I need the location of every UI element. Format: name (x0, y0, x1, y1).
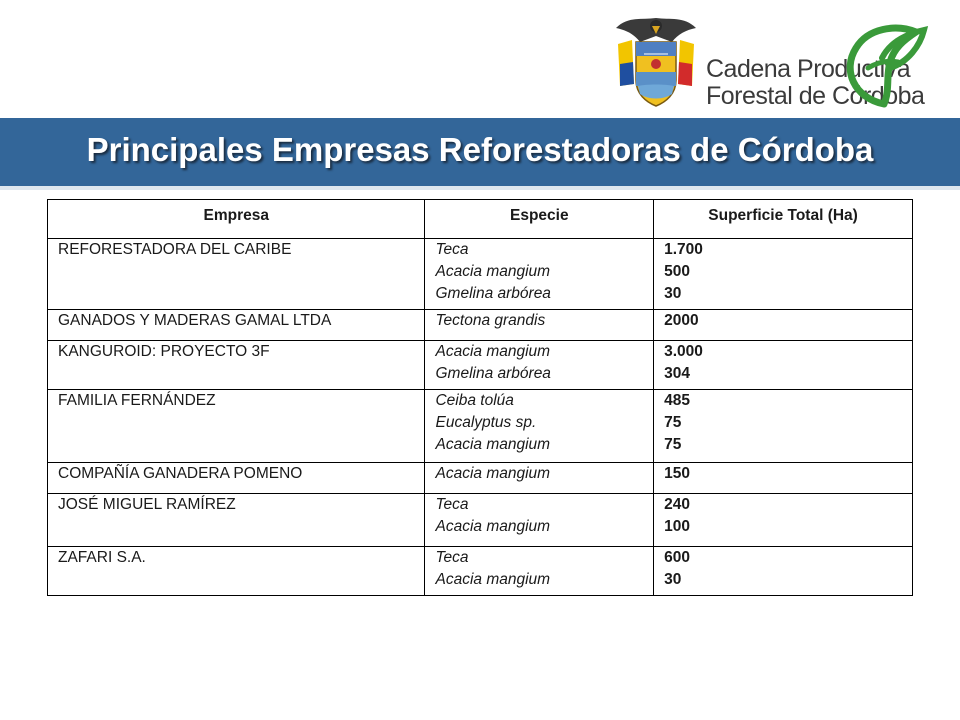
area-value: 3.000 (664, 343, 703, 360)
cell-especie (425, 463, 654, 494)
table-row (48, 547, 913, 596)
cell-especie (425, 390, 654, 463)
table-row (48, 390, 913, 463)
area-value: 30 (664, 285, 682, 302)
cell-superficie (654, 239, 913, 310)
area-value: 75 (664, 414, 682, 431)
table-header-row (48, 200, 913, 239)
species: Gmelina arbórea (435, 285, 551, 302)
area-value: 75 (664, 436, 682, 453)
species: Teca (435, 241, 469, 258)
area-value: 150 (664, 465, 690, 482)
species: Teca (435, 549, 469, 566)
area-value: 30 (664, 571, 682, 588)
table-row (48, 239, 913, 310)
area-value: 485 (664, 392, 690, 409)
species: Acacia mangium (435, 343, 551, 360)
brand-line-1: Cadena Productiva (706, 55, 911, 83)
cell-especie (425, 494, 654, 547)
cell-superficie (654, 494, 913, 547)
page-title: Principales Empresas Reforestadoras de Córdoba (86, 131, 874, 168)
header-superficie: Superficie Total (Ha) (654, 200, 913, 239)
brand-line-2: Forestal de Córdoba (706, 82, 925, 110)
cell-superficie (654, 547, 913, 596)
area-value: 1.700 (664, 241, 703, 258)
cell-empresa: KANGUROID: PROYECTO 3F (48, 341, 425, 390)
cell-especie (425, 310, 654, 341)
cell-superficie (654, 463, 913, 494)
species: Teca (435, 496, 469, 513)
species: Eucalyptus sp. (435, 414, 537, 431)
title-banner (0, 118, 960, 190)
cell-empresa: FAMILIA FERNÁNDEZ (48, 390, 425, 463)
cell-especie (425, 239, 654, 310)
cell-empresa: COMPAÑÍA GANADERA POMENO (48, 463, 425, 494)
cell-empresa: GANADOS Y MADERAS GAMAL LTDA (48, 310, 425, 341)
colombia-coat-of-arms-icon (612, 14, 700, 110)
table-row (48, 310, 913, 341)
species: Acacia mangium (435, 465, 551, 482)
species: Acacia mangium (435, 518, 551, 535)
species: Acacia mangium (435, 436, 551, 453)
cell-superficie (654, 390, 913, 463)
species: Tectona grandis (435, 312, 546, 329)
cell-superficie (654, 310, 913, 341)
species: Acacia mangium (435, 263, 551, 280)
green-leaf-logo-icon (834, 18, 930, 108)
area-value: 304 (664, 365, 690, 382)
table-row (48, 463, 913, 494)
cell-empresa: REFORESTADORA DEL CARIBE (48, 239, 425, 310)
cell-empresa: JOSÉ MIGUEL RAMÍREZ (48, 494, 425, 547)
logo (612, 14, 932, 114)
area-value: 2000 (664, 312, 699, 329)
species: Gmelina arbórea (435, 365, 551, 382)
area-value: 100 (664, 518, 690, 535)
cell-empresa: ZAFARI S.A. (48, 547, 425, 596)
area-value: 600 (664, 549, 690, 566)
companies-table (47, 199, 913, 596)
table-row (48, 494, 913, 547)
area-value: 500 (664, 263, 690, 280)
cell-especie (425, 341, 654, 390)
header-empresa: Empresa (48, 200, 425, 239)
header-especie: Especie (425, 200, 654, 239)
species: Ceiba tolúa (435, 392, 514, 409)
cell-especie (425, 547, 654, 596)
area-value: 240 (664, 496, 690, 513)
species: Acacia mangium (435, 571, 551, 588)
cell-superficie (654, 341, 913, 390)
table-row (48, 341, 913, 390)
